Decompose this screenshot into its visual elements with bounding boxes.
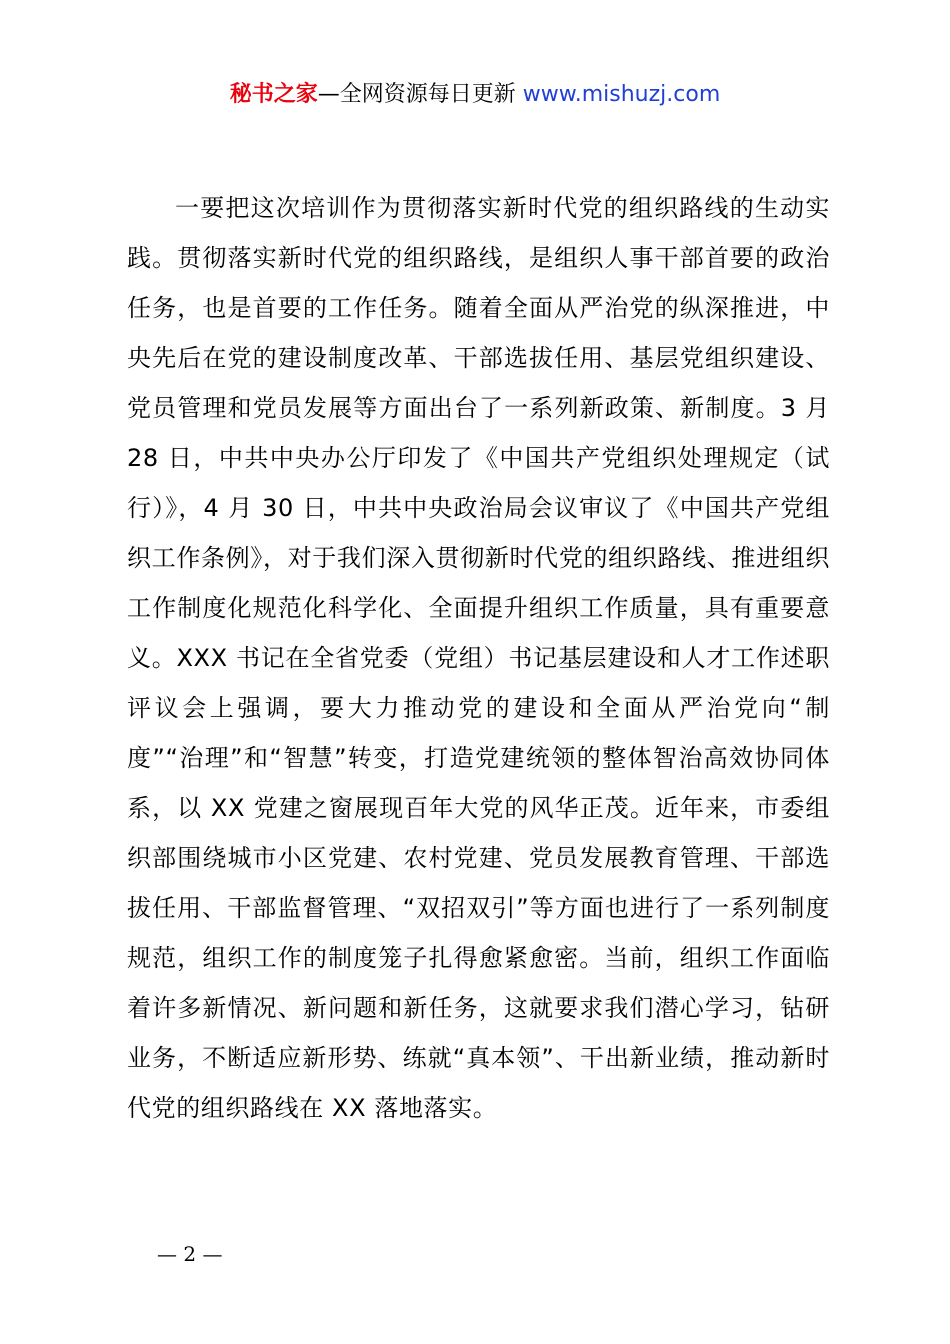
site-header bbox=[0, 80, 950, 110]
site-brand: 秘书之家 bbox=[229, 82, 318, 107]
body-paragraph: 一要把这次培训作为贯彻落实新时代党的组织路线的生动实践。贯彻落实新时代党的组织路线，是组织人事干部首要的政治任务，也是首要的工作任务。随着全面从严治党的纵深推进，中央先后在党的建设制度改革、干部选拔任用、基层党组织建设、党员管理和党员发展等方面出台了一系列新政策、新制度。3 月 28 日，中共中央办公厅印发了《中国共产党组织处理规定（试行）》，4 月 30 日，中共中央政治局会议审议了《中国共产党组织工作条例》，对于我们深入贯彻新时代党的组织路线、推进组织工作制度化规范化科学化、全面提升组织工作质量，具有重要意义。XXX 书记在全省党委（党组）书记基层建设和人才工作述职评议会上强调，要大力推动党的建设和全面从严治党向“制度”“治理”和“智慧”转变，打造党建统领的整体智治高效协同体系，以 XX 党建之窗展现百年大党的风华正茂。近年来，市委组织部围绕城市小区党建、农村党建、党员发展教育管理、干部选拔任用、干部监督管理、“双招双引”等方面也进行了一系列制度规范，组织工作的制度笼子扎得愈紧愈密。当前，组织工作面临着许多新情况、新问题和新任务，这就要求我们潜心学习，钻研业务，不断适应新形势、练就“真本领”、干出新业绩，推动新时代党的组织路线在 XX 落地落实。 bbox=[127, 194, 830, 1122]
site-slogan: —全网资源每日更新 bbox=[317, 82, 523, 107]
site-url-link[interactable]: www.mishuzj.com bbox=[522, 82, 721, 107]
page-number: — 2 — bbox=[157, 1242, 223, 1266]
